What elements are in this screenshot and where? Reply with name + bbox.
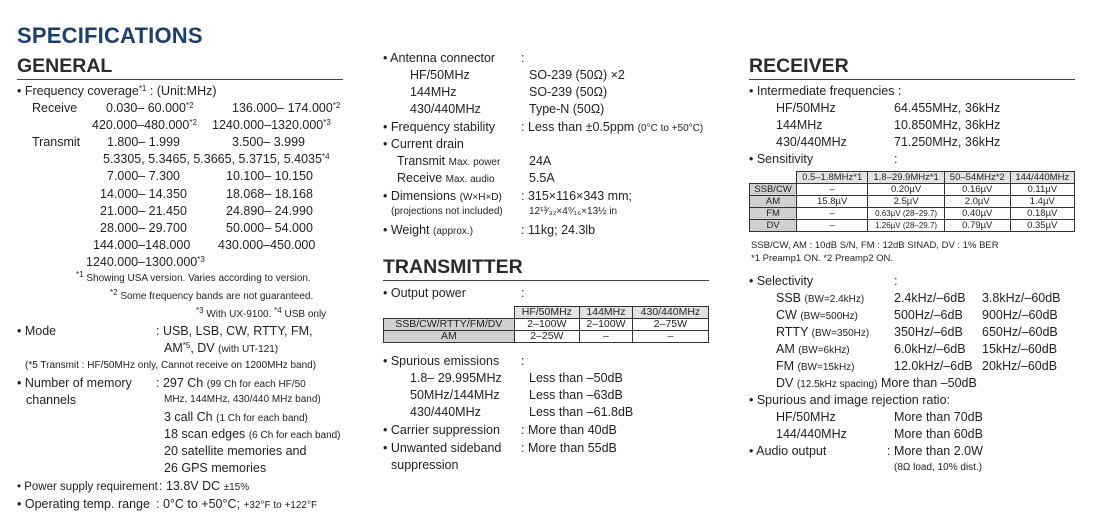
mode-label: • Mode xyxy=(17,324,57,338)
tx-range-b: 18.068– 18.168 xyxy=(226,187,313,201)
temp-fahrenheit: +32°F to +122°F xyxy=(243,500,318,511)
tx-range-a: 1.800– 1.999 xyxy=(107,135,180,149)
sensitivity-cell: 0.63µV (28–29.7) xyxy=(868,208,945,220)
drain-tx-value: 24A xyxy=(529,154,552,168)
power-supply-value xyxy=(159,478,249,496)
selectivity-mode xyxy=(776,290,864,308)
memory-call-note: (1 Ch for each band) xyxy=(216,413,308,424)
output-power-corner xyxy=(384,307,515,319)
tx-spurious-label: • Spurious emissions xyxy=(383,354,500,368)
footnote-2-text: Some frequency bands are not guaranteed. xyxy=(120,291,314,302)
sensitivity-col: 1.8–29.9MHz*1 xyxy=(868,172,945,184)
carrier-label: • Carrier suppression xyxy=(383,423,500,437)
output-power-cell: – xyxy=(580,331,633,343)
memory-value-2: MHz, 144MHz, 430/440 MHz band) xyxy=(164,394,321,405)
antenna-value: Type-N (50Ω) xyxy=(529,102,605,116)
sensitivity-row-label: DV xyxy=(750,220,797,232)
drain-tx xyxy=(397,153,500,171)
output-power-cell: – xyxy=(632,331,708,343)
dimensions-text: • Dimensions xyxy=(383,189,457,203)
selectivity-v1: 6.0kHz/–6dB xyxy=(894,342,966,356)
tx-range-last xyxy=(86,254,205,271)
output-power-row-label: SSB/CW/RTTY/FM/DV xyxy=(384,319,515,331)
rx-range-1 xyxy=(106,100,194,117)
if-label: • Intermediate frequencies : xyxy=(749,84,902,98)
tx-range-last-text: 1240.000–1300.000 xyxy=(86,255,198,269)
selectivity-dv-value: More than –50dB xyxy=(880,376,977,390)
audio-label: • Audio output xyxy=(749,444,827,458)
weight-text: • Weight xyxy=(383,223,430,237)
weight-sub: (approx.) xyxy=(433,226,474,237)
unwanted-label-1: • Unwanted sideband xyxy=(383,441,502,455)
general-heading: GENERAL xyxy=(17,55,343,80)
rx-range-3 xyxy=(92,117,197,134)
sensitivity-cell: 0.20µV xyxy=(868,184,945,196)
antenna-colon: : xyxy=(521,51,525,65)
if-value: 10.850MHz, 36kHz xyxy=(894,118,1001,132)
tx-range-a: 14.000– 14.350 xyxy=(100,187,187,201)
tx-range-last-sup: *3 xyxy=(197,255,205,264)
output-power-cell: 2–100W xyxy=(580,319,633,331)
sensitivity-cell: 0.79µV xyxy=(944,220,1010,232)
selectivity-mode xyxy=(776,324,869,342)
drain-rx-label: Receive xyxy=(397,171,443,185)
memory-call: 3 call Ch xyxy=(164,410,213,424)
tx-range-b: 24.890– 24.990 xyxy=(226,204,313,218)
sensitivity-cell: 0.35µV xyxy=(1010,220,1074,232)
sensitivity-cell: – xyxy=(797,208,868,220)
unwanted-label-2: suppression xyxy=(391,458,459,472)
rx-range-4-sup: *3 xyxy=(323,118,331,127)
audio-load: (8Ω load, 10% dist.) xyxy=(894,462,983,473)
sensitivity-header xyxy=(750,172,1075,184)
selectivity-dv-name: DV xyxy=(776,376,794,390)
drain-rx-value: 5.5A xyxy=(529,171,555,185)
sensitivity-row-label: FM xyxy=(750,208,797,220)
memory-label-1: • Number of memory xyxy=(17,376,132,390)
sensitivity-row xyxy=(750,196,1075,208)
sensitivity-row xyxy=(750,184,1075,196)
rx-spurious-value: More than 60dB xyxy=(894,427,983,441)
memory-value-5: 20 satellite memories and xyxy=(164,444,307,458)
tx-range-b: 3.500– 3.999 xyxy=(232,135,305,149)
selectivity-label: • Selectivity xyxy=(749,274,814,288)
output-power-colon: : xyxy=(521,286,525,300)
selectivity-bw: (BW=15kHz) xyxy=(797,362,855,373)
selectivity-v1: 12.0kHz/–6dB xyxy=(894,359,973,373)
antenna-value: SO-239 (50Ω) xyxy=(529,85,608,99)
drain-rx xyxy=(397,170,495,188)
selectivity-v1: 350Hz/–6dB xyxy=(894,325,963,339)
footnote-1-text: Showing USA version. Varies according to version. xyxy=(86,273,311,284)
sensitivity-row-label: SSB/CW xyxy=(750,184,797,196)
tx-range-b: 430.000–450.000 xyxy=(218,238,316,252)
transmitter-heading: TRANSMITTER xyxy=(383,256,709,281)
receive-label: Receive xyxy=(32,101,78,115)
antenna-band: 144MHz xyxy=(410,85,457,99)
sensitivity-row-label: AM xyxy=(750,196,797,208)
temp-value xyxy=(156,496,317,514)
output-power-header xyxy=(384,307,709,319)
dimensions-sub: (W×H×D) xyxy=(459,192,502,203)
power-supply-label: • Power supply requirement xyxy=(17,481,158,493)
sensitivity-row xyxy=(750,220,1075,232)
dimensions-label xyxy=(383,188,502,206)
rx-spurious-band: 144/440MHz xyxy=(776,427,847,441)
selectivity-mode xyxy=(776,307,858,325)
sensitivity-cell: – xyxy=(797,220,868,232)
output-power-row-label: AM xyxy=(384,331,515,343)
tx-range-a: 28.000– 29.700 xyxy=(100,221,187,235)
rx-spurious-band: HF/50MHz xyxy=(776,410,836,424)
dimensions-inch: 12¹³⁄₃₂×4⁹⁄₁₆×13½ in xyxy=(529,206,618,217)
carrier-value: : More than 40dB xyxy=(521,423,617,437)
tx-range-a: 7.000– 7.300 xyxy=(107,169,180,183)
footnote-4-sup: *4 xyxy=(274,306,282,315)
if-band: 430/440MHz xyxy=(776,135,847,149)
footnote-2-sup: *2 xyxy=(110,288,118,297)
selectivity-v2: 900Hz/–60dB xyxy=(982,308,1058,322)
selectivity-mode-name: AM xyxy=(776,342,795,356)
selectivity-mode xyxy=(776,341,850,359)
tx-range-a: 144.000–148.000 xyxy=(93,238,191,252)
drain-tx-label: Transmit xyxy=(397,154,446,168)
rx-range-1-sup: *2 xyxy=(185,101,194,110)
selectivity-bw: (BW=2.4kHz) xyxy=(804,294,865,305)
antenna-label: • Antenna connector xyxy=(383,51,496,65)
antenna-band: 430/440MHz xyxy=(410,102,481,116)
tx-60m-sup: *4 xyxy=(321,152,330,161)
temp-celsius: : 0°C to +50°C; xyxy=(156,497,240,511)
power-voltage: : 13.8V DC xyxy=(159,479,221,493)
tx-spurious-value: Less than –50dB xyxy=(529,371,623,385)
stability-ppm: : Less than ±0.5ppm xyxy=(521,120,635,134)
output-power-cell: 2–100W xyxy=(514,319,579,331)
unwanted-value: : More than 55dB xyxy=(521,441,617,455)
page-title: SPECIFICATIONS xyxy=(17,23,203,48)
selectivity-v2: 15kHz/–60dB xyxy=(982,342,1058,356)
freq-sup: *1 xyxy=(138,84,147,93)
drain-rx-sub: Max. audio xyxy=(445,174,495,185)
footnote-4-text: USB only xyxy=(284,309,327,320)
if-band: HF/50MHz xyxy=(776,101,836,115)
freq-coverage-label xyxy=(17,83,217,100)
tx-spurious-band: 50MHz/144MHz xyxy=(410,388,500,402)
drain-tx-sub: Max. power xyxy=(448,157,501,168)
transmit-label: Transmit xyxy=(32,135,81,149)
rx-spurious-value: More than 70dB xyxy=(894,410,983,424)
memory-value-6: 26 GPS memories xyxy=(164,461,267,475)
sensitivity-note-1: SSB/CW, AM : 10dB S/N, FM : 12dB SINAD, DV : 1% BER xyxy=(751,240,999,251)
selectivity-bw: (BW=350Hz) xyxy=(811,328,870,339)
tx-range-b: 10.100– 10.150 xyxy=(226,169,313,183)
rx-range-2-sup: *2 xyxy=(332,101,341,110)
footnote-3-sup: *3 xyxy=(196,306,204,315)
sensitivity-col: 144/440MHz xyxy=(1010,172,1074,184)
sensitivity-cell: 0.11µV xyxy=(1010,184,1074,196)
rx-range-4-text: 1240.000–1320.000 xyxy=(212,118,324,132)
rx-range-4 xyxy=(212,117,331,134)
freq-unit: : (Unit:MHz) xyxy=(146,84,217,98)
sensitivity-cell: 15.8µV xyxy=(797,196,868,208)
output-power-row xyxy=(384,319,709,331)
temp-label: • Operating temp. range xyxy=(17,497,150,511)
memory-value-4 xyxy=(164,426,341,444)
rx-range-1-text: 0.030– 60.000 xyxy=(106,101,186,115)
sensitivity-cell: 0.16µV xyxy=(944,184,1010,196)
mode-value-2 xyxy=(164,340,278,358)
selectivity-v2: 20kHz/–60dB xyxy=(982,359,1058,373)
tx-range-a: 21.000– 21.450 xyxy=(100,204,187,218)
footnote-2 xyxy=(110,288,314,302)
footnote-1 xyxy=(76,270,311,284)
selectivity-v1: 500Hz/–6dB xyxy=(894,308,963,322)
tx-spurious-value: Less than –61.8dB xyxy=(529,405,634,419)
selectivity-v1: 2.4kHz/–6dB xyxy=(894,291,966,305)
power-tolerance: ±15% xyxy=(223,482,250,493)
if-value: 71.250MHz, 36kHz xyxy=(894,135,1001,149)
stability-temp: (0°C to +50°C) xyxy=(637,123,704,134)
selectivity-bw: (BW=6kHz) xyxy=(798,345,850,356)
output-power-table xyxy=(383,306,709,343)
selectivity-colon: : xyxy=(894,274,898,288)
rx-spurious-label: • Spurious and image rejection ratio: xyxy=(749,393,951,407)
sensitivity-corner xyxy=(750,172,797,184)
selectivity-v2: 650Hz/–60dB xyxy=(982,325,1058,339)
sensitivity-cell: 0.18µV xyxy=(1010,208,1074,220)
selectivity-mode-name: RTTY xyxy=(776,325,809,339)
output-power-row xyxy=(384,331,709,343)
selectivity-dv xyxy=(776,375,977,393)
if-band: 144MHz xyxy=(776,118,823,132)
output-power-cell: 2–75W xyxy=(632,319,708,331)
selectivity-v2: 3.8kHz/–60dB xyxy=(982,291,1061,305)
selectivity-mode-name: FM xyxy=(776,359,795,373)
antenna-value: SO-239 (50Ω) ×2 xyxy=(529,68,625,82)
memory-value-1 xyxy=(156,375,306,393)
stability-value xyxy=(521,119,703,137)
if-value: 64.455MHz, 36kHz xyxy=(894,101,1001,115)
mode-am-sup: *5 xyxy=(182,341,191,350)
sensitivity-cell: 0.40µV xyxy=(944,208,1010,220)
sensitivity-label: • Sensitivity xyxy=(749,152,814,166)
rx-range-3-sup: *2 xyxy=(189,118,197,127)
sensitivity-cell: – xyxy=(797,184,868,196)
dimensions-value: : 315×116×343 mm; xyxy=(521,189,632,203)
sensitivity-note-2: *1 Preamp1 ON. *2 Preamp2 ON. xyxy=(751,253,894,264)
mode-value-1: : USB, LSB, CW, RTTY, FM, xyxy=(156,324,313,338)
audio-value: : More than 2.0W xyxy=(887,444,983,458)
memory-297: : 297 Ch xyxy=(156,376,204,390)
tx-spurious-band: 1.8– 29.995MHz xyxy=(410,371,502,385)
memory-value-3 xyxy=(164,409,308,427)
mode-dv: , DV xyxy=(190,341,215,355)
memory-scan: 18 scan edges xyxy=(164,427,246,441)
sensitivity-col: 0.5–1.8MHz*1 xyxy=(797,172,868,184)
mode-dv-note: (with UT-121) xyxy=(218,344,279,355)
rx-range-2-text: 136.000– 174.000 xyxy=(232,101,333,115)
antenna-band: HF/50MHz xyxy=(410,68,470,82)
memory-scan-note: (6 Ch for each band) xyxy=(248,430,341,441)
tx-60m xyxy=(103,151,330,168)
weight-value: : 11kg; 24.3lb xyxy=(521,223,596,237)
sensitivity-table xyxy=(749,171,1075,232)
footnote-1-sup: *1 xyxy=(76,270,84,279)
selectivity-bw: (BW=500Hz) xyxy=(800,311,858,322)
selectivity-mode-name: SSB xyxy=(776,291,802,305)
output-power-col-hf: HF/50MHz xyxy=(514,307,579,319)
selectivity-mode-name: CW xyxy=(776,308,797,322)
sensitivity-cell: 2.5µV xyxy=(868,196,945,208)
mode-am: AM xyxy=(164,341,183,355)
stability-label: • Frequency stability xyxy=(383,120,496,134)
sensitivity-row xyxy=(750,208,1075,220)
receiver-heading: RECEIVER xyxy=(749,55,1075,80)
memory-label-2: channels xyxy=(26,393,77,407)
tx-60m-text: 5.3305, 5.3465, 5.3665, 5.3715, 5.4035 xyxy=(103,152,322,166)
footnote-5: (*5 Transmit : HF/50MHz only, Cannot receive on 1200MHz band) xyxy=(25,360,317,371)
dimensions-proj: (projections not included) xyxy=(391,206,503,217)
drain-label: • Current drain xyxy=(383,137,464,151)
footnote-3-4 xyxy=(196,306,327,320)
rx-range-2 xyxy=(232,100,340,117)
sensitivity-cell: 1.26µV (28–29.7) xyxy=(868,220,945,232)
selectivity-mode xyxy=(776,358,855,376)
sensitivity-cell: 2.0µV xyxy=(944,196,1010,208)
output-power-cell: 2–25W xyxy=(514,331,579,343)
output-power-label: • Output power xyxy=(383,286,466,300)
tx-spurious-band: 430/440MHz xyxy=(410,405,481,419)
sensitivity-cell: 1.4µV xyxy=(1010,196,1074,208)
output-power-col-430: 430/440MHz xyxy=(632,307,708,319)
output-power-col-144: 144MHz xyxy=(580,307,633,319)
tx-range-b: 50.000– 54.000 xyxy=(226,221,313,235)
footnote-3-text: With UX-9100. xyxy=(206,309,272,320)
selectivity-dv-bw: (12.5kHz spacing) xyxy=(796,379,878,390)
memory-297-note: (99 Ch for each HF/50 xyxy=(206,379,306,390)
weight-label xyxy=(383,222,473,240)
tx-spurious-colon: : xyxy=(521,354,525,368)
sensitivity-col: 50–54MHz*2 xyxy=(944,172,1010,184)
freq-coverage-text: • Frequency coverage xyxy=(17,84,139,98)
rx-range-3-text: 420.000–480.000 xyxy=(92,118,190,132)
tx-spurious-value: Less than –63dB xyxy=(529,388,623,402)
sensitivity-colon: : xyxy=(894,152,898,166)
